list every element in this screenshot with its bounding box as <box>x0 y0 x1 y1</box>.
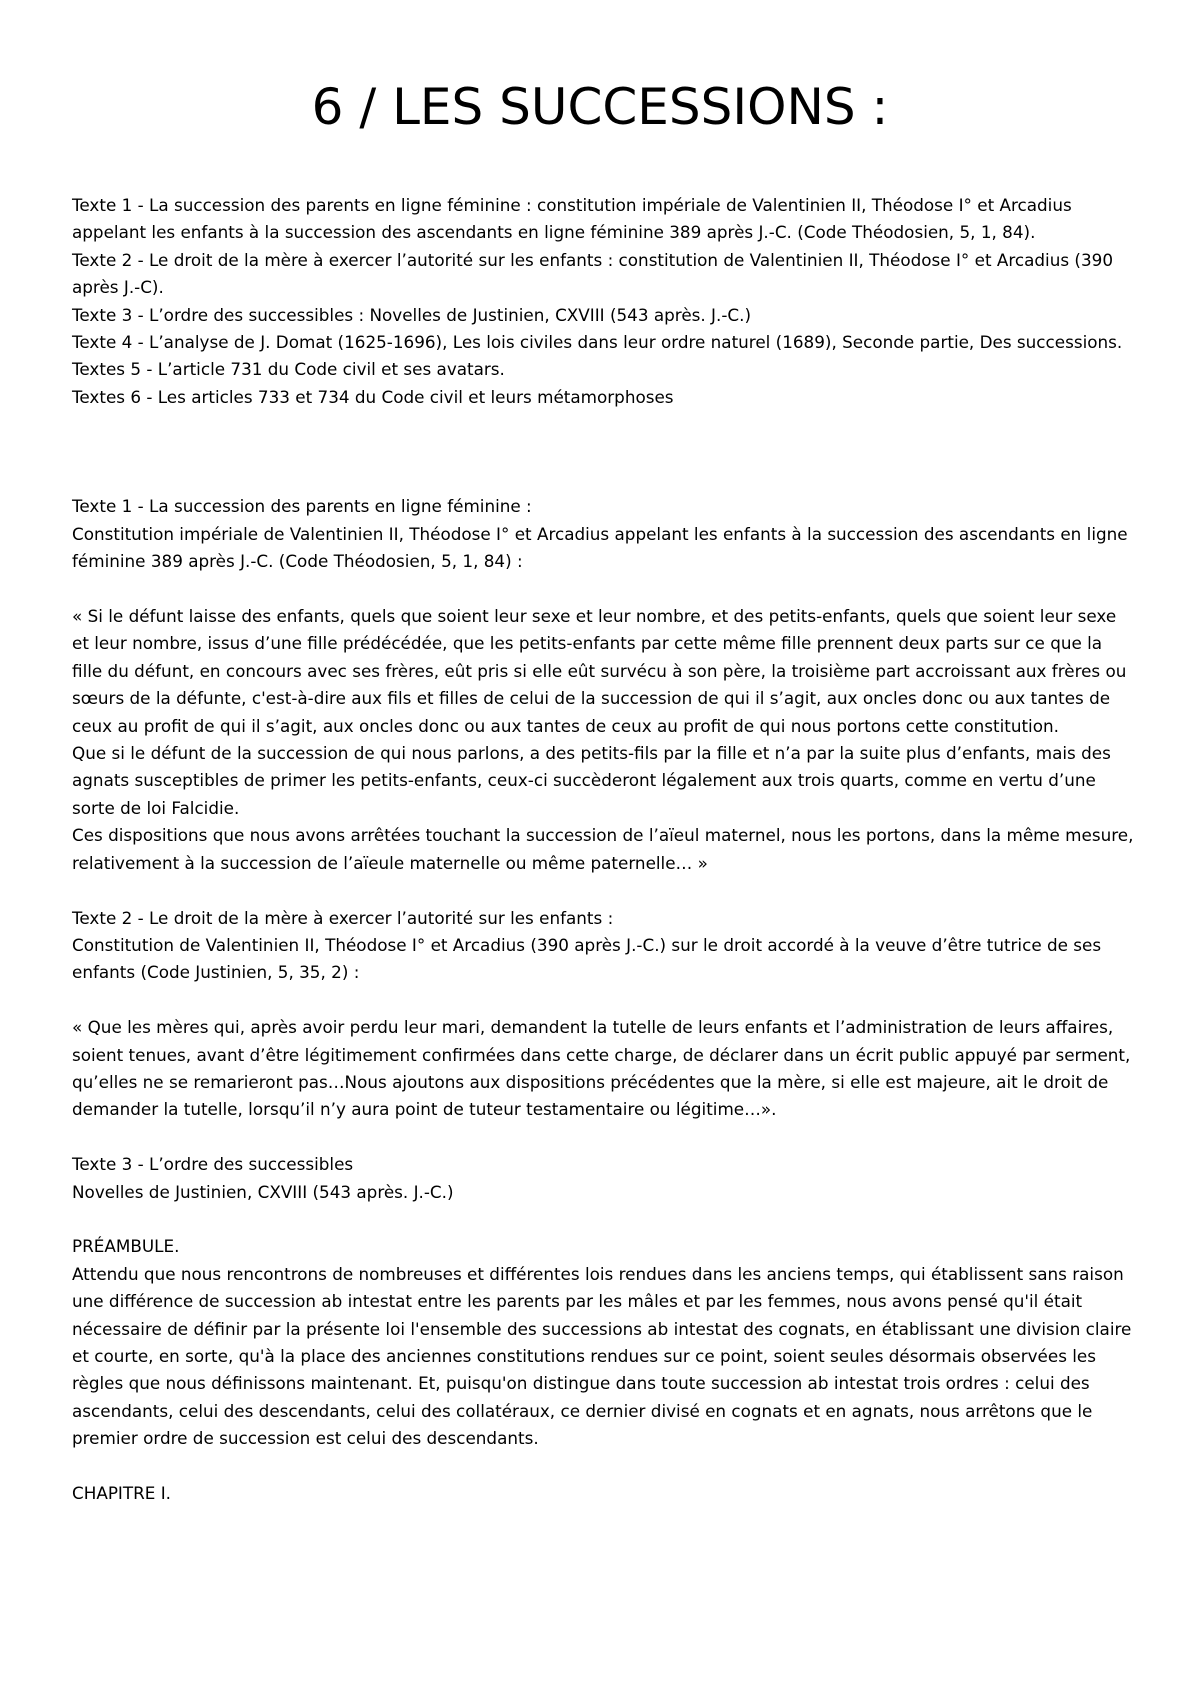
texte2-quote: « Que les mères qui, après avoir perdu leur mari, demandent la tutelle de leurs enfants et l’administration de leurs affaires, soient tenues, avant d’être légitimement confirmées dans cette charge, de déclarer dans un écrit public appuyé par serment, qu’elles ne se remarieront pas…Nous ajoutons aux dispositions précédentes que la mère, si elle est majeure, ait le droit de demander la tutelle, lorsqu’il n’y aura point de tuteur testamentaire ou légitime…». <box>72 1017 1131 1120</box>
chapitre-heading: CHAPITRE I. <box>72 1482 172 1503</box>
summary-item-3: Texte 3 - L’ordre des successibles : Novelles de Justinien, CXVIII (543 après. J.-C.) <box>72 304 751 325</box>
texte3-heading: Texte 3 - L’ordre des successibles <box>72 1154 354 1175</box>
texte1-source: Constitution impériale de Valentinien II, Théodose I° et Arcadius appelant les enfants à la succession des ascendants en ligne féminine 389 après J.-C. (Code Théodosien, 5, 1, 84) : <box>72 523 1128 572</box>
texte1-quote-paragraph-2: Que si le défunt de la succession de qui nous parlons, a des petits-fils par la fille et n’a par la suite plus d’enfants, mais des agnats susceptibles de primer les petits-enfants, ceux-ci succèderont légalement aux trois quarts, comme en vertu d’une sorte de loi Falcidie. <box>72 743 1111 818</box>
summary-list <box>72 192 1134 411</box>
texte2-source: Constitution de Valentinien II, Théodose I° et Arcadius (390 après J.-C.) sur le droit accordé à la veuve d’être tutrice de ses enfants (Code Justinien, 5, 35, 2) : <box>72 934 1102 983</box>
texte1-quote-paragraph-3: Ces dispositions que nous avons arrêtées touchant la succession de l’aïeul maternel, nous les portons, dans la même mesure, relativement à la succession de l’aïeule maternelle ou même paternelle… » <box>72 825 1134 873</box>
texte2-heading: Texte 2 - Le droit de la mère à exercer l’autorité sur les enfants : <box>72 907 614 928</box>
texte1-heading: Texte 1 - La succession des parents en ligne féminine : <box>72 496 532 517</box>
texte3-source: Novelles de Justinien, CXVIII (543 après. J.-C.) <box>72 1181 454 1202</box>
document-body <box>72 192 1134 1507</box>
summary-item-2: Texte 2 - Le droit de la mère à exercer l’autorité sur les enfants : constitution de Valentinien II, Théodose I° et Arcadius (390 après J.-C). <box>72 249 1113 298</box>
preambule-text: Attendu que nous rencontrons de nombreuses et différentes lois rendues dans les anciens temps, qui établissent sans raison une différence de succession ab intestat entre les parents par les mâles et par les femmes, nous avons pensé qu'il était nécessaire de définir par la présente loi l'ensemble des successions ab intestat des cognats, en établissant une division claire et courte, en sorte, qu'à la place des anciennes constitutions rendues sur ce point, soient seules désormais observées les règles que nous définissons maintenant. Et, puisqu'on distingue dans toute succession ab intestat trois ordres : celui des ascendants, celui des descendants, celui des collatéraux, ce dernier divisé en cognats et en agnats, nous arrêtons que le premier ordre de succession est celui des descendants. <box>72 1263 1132 1449</box>
texte3-section <box>72 1151 1134 1507</box>
summary-item-6: Textes 6 - Les articles 733 et 734 du Code civil et leurs métamorphoses <box>72 386 674 407</box>
texte1-section <box>72 493 1134 877</box>
summary-item-1: Texte 1 - La succession des parents en ligne féminine : constitution impériale de Valentinien II, Théodose I° et Arcadius appelant les enfants à la succession des ascendants en ligne féminine 389 après J.-C. (Code Théodosien, 5, 1, 84). <box>72 195 1072 243</box>
texte2-section <box>72 905 1134 1124</box>
texte1-quote-paragraph-1: « Si le défunt laisse des enfants, quels que soient leur sexe et leur nombre, et des petits-enfants, quels que soient leur sexe et leur nombre, issus d’une fille prédécédée, que les petits-enfants par cette même fille prennent deux parts sur ce que la fille du défunt, en concours avec ses frères, eût pris si elle eût survécu à son père, la troisième part accroissant aux frères ou sœurs de la défunte, c'est-à-dire aux fils et filles de celui de la succession de qui il s’agit, aux oncles donc ou aux tantes de ceux au profit de qui il s’agit, aux oncles donc ou aux tantes de ceux au profit de qui nous portons cette constitution. <box>72 606 1127 736</box>
page-title: 6 / LES SUCCESSIONS : <box>311 78 889 136</box>
summary-item-4: Texte 4 - L’analyse de J. Domat (1625-1696), Les lois civiles dans leur ordre naturel (1689), Seconde partie, Des successions. <box>72 332 1123 353</box>
preambule-label: PRÉAMBULE. <box>72 1236 180 1257</box>
summary-item-5: Textes 5 - L’article 731 du Code civil et ses avatars. <box>72 359 505 380</box>
